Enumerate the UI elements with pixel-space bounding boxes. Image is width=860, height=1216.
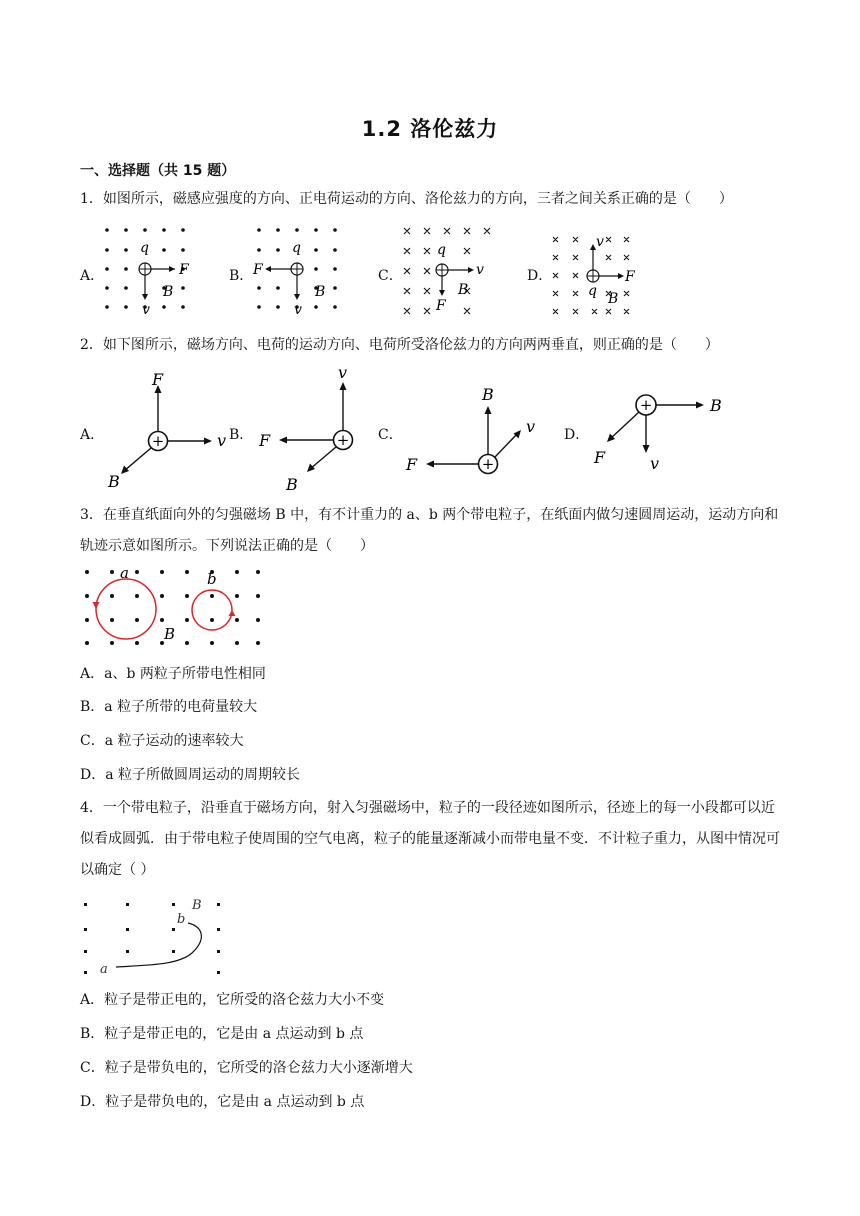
q2c-v-label: v [526,417,536,436]
q2a-f-label: F [152,370,164,389]
q2-diagram-b [255,362,375,497]
q4-b-label: b [177,912,186,927]
q4-option-b: B．粒子是带正电的，它是由 a 点运动到 b 点 [80,1026,364,1042]
q1b-f-label: F [253,262,263,278]
q1-diagram-a [95,222,205,317]
q1-label-b: B． [229,268,254,284]
q1b-q-label: q [292,240,301,256]
q2d-v-label: v [650,454,660,473]
q3-option-a: A．a、b 两粒子所带电性相同 [80,666,266,682]
q2c-plus-sign: + [481,455,495,473]
q2b-f-label: F [259,431,271,450]
q3-option-b: B．a 粒子所带的电荷量较大 [80,699,258,715]
q4-a-label: a [100,962,108,977]
q3-option-d: D．a 粒子所做圆周运动的周期较长 [80,767,301,783]
q2-label-d: D． [564,427,590,443]
q1b-v-label: v [294,302,302,318]
q2-label-b: B． [229,427,254,443]
q4-field-label: B [192,898,202,913]
q2b-v-label: v [338,363,348,382]
q4-option-c: C．粒子是带负电的，它所受的洛仑兹力大小逐渐增大 [80,1060,413,1076]
q2d-plus-sign: + [639,396,653,414]
q1c-f-label: F [436,298,446,314]
q3-b-label: b [207,570,217,588]
q2c-b-label: B [482,385,494,404]
q1d-v-label: v [596,234,604,250]
q2a-plus-sign: + [151,432,165,450]
q4-diagram [80,893,230,983]
q2a-b-label: B [108,472,120,491]
q1c-b-label: B [458,282,469,298]
q1a-b-label: B [163,284,174,300]
q4-option-d: D．粒子是带负电的，它是由 a 点运动到 b 点 [80,1094,365,1110]
section-heading: 一、选择题（共 15 题） [80,163,236,179]
q2b-plus-sign: + [336,431,350,449]
q1b-b-label: B [315,284,326,300]
q2b-b-label: B [286,475,298,494]
q3-option-c: C．a 粒子运动的速率较大 [80,733,244,749]
q1d-b-label: B [608,291,619,307]
q1a-q-label: q [140,240,149,256]
page-title: 1.2 洛伦兹力 [361,117,499,141]
q4-stem: 4．一个带电粒子，沿垂直于磁场方向，射入匀强磁场中，粒子的一段径迹如图所示，径迹上的每一小段都可以近似看成圆弧．由于带电粒子使周围的空气电离，粒子的能量逐渐减小而带电量不变．不计粒子重力，从图中情况可以确定（ ） [80,800,780,878]
q1-diagram-d [548,230,638,320]
q2-label-c: C． [378,427,403,443]
q2c-f-label: F [406,455,418,474]
q1-diagram-b [247,222,357,317]
q1-label-c: C． [378,268,403,284]
q2d-f-label: F [594,448,606,467]
q1-label-a: A． [80,268,105,284]
q1-label-d: D． [527,268,553,284]
q3-stem: 3．在垂直纸面向外的匀强磁场 B 中，有不计重力的 a、b 两个带电粒子，在纸面内做匀速圆周运动，运动方向和轨迹示意如图所示。下列说法正确的是（ ） [80,507,779,554]
q3-diagram [80,565,265,650]
q3-a-label: a [120,564,129,582]
q1c-v-label: v [476,262,484,278]
q2-stem: 2．如下图所示，磁场方向、电荷的运动方向、电荷所受洛伦兹力的方向两两垂直，则正确的是（ ） [80,337,719,353]
q1a-v-label: v [142,302,150,318]
q4-option-a: A．粒子是带正电的，它所受的洛仑兹力大小不变 [80,992,385,1008]
q1-stem: 1．如图所示，磁感应强度的方向、正电荷运动的方向、洛伦兹力的方向，三者之间关系正确的是（ ） [80,191,733,207]
q2-diagram-a [100,365,240,490]
q1a-f-label: F [179,262,189,278]
q2-diagram-d [590,385,740,480]
q2d-b-label: B [710,396,722,415]
q1d-f-label: F [625,269,635,285]
q2-diagram-c [400,380,550,480]
q3-field-label: B [164,625,176,643]
q1c-q-label: q [437,242,446,258]
q2a-v-label: v [217,431,227,450]
q1d-q-label: q [588,283,597,299]
q1-diagram-c [396,222,496,317]
q2-label-a: A． [80,427,105,443]
